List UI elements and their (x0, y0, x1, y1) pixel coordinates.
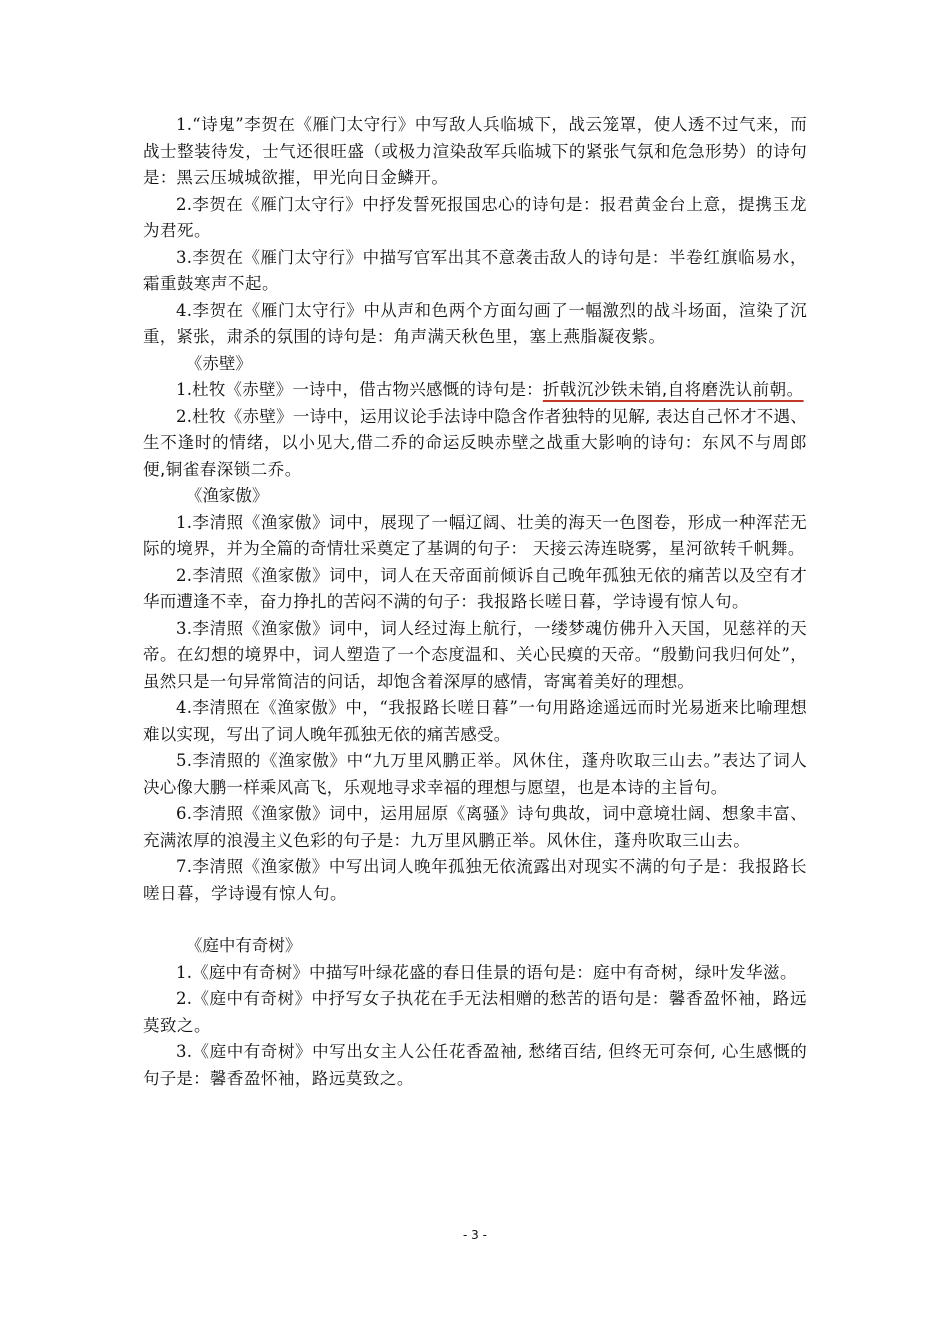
question-paragraph: 2.李清照《渔家傲》词中，词人在天帝面前倾诉自己晚年孤独无依的痛苦以及空有才华而遭逢不幸，奋力挣扎的苦闷不满的句子：我报路长嗟日暮，学诗谩有惊人句。 (143, 565, 807, 611)
question-paragraph: 3.李贺在《雁门太守行》中描写官军出其不意袭击敌人的诗句是：半卷红旗临易水，霜重鼓寒声不起。 (143, 247, 807, 293)
answer-text: 角声满天秋色里，塞上燕脂凝夜紫。 (393, 327, 666, 346)
answer-text: 馨香盈怀袖，路远莫致之。 (143, 989, 807, 1035)
section-spacer (143, 907, 807, 933)
page-number: - 3 - (463, 1228, 487, 1242)
question-paragraph: 3.《庭中有奇树》中写出女主人公任花香盈袖, 愁绪百结, 但终无可奈何, 心生感慨的句子是：馨香盈怀袖，路远莫致之。 (143, 1042, 807, 1088)
answer-text: 半卷红旗临易水，霜重鼓寒声不起。 (143, 247, 807, 293)
question-paragraph: 7.李清照《渔家傲》中写出词人晚年孤独无依流露出对现实不满的句子是：我报路长嗟日暮，学诗谩有惊人句。 (143, 857, 808, 903)
question-paragraph: 2.《庭中有奇树》中抒写女子执花在手无法相赠的愁苦的语句是：馨香盈怀袖，路远莫致之。 (143, 989, 807, 1035)
answer-text: 馨香盈怀袖，路远莫致之。 (209, 1068, 414, 1088)
question-paragraph: 6.李清照《渔家傲》词中，运用屈原《离骚》诗句典故，词中意境壮阔、想象丰富、充满浓厚的浪漫主义色彩的句子是：九万里风鹏正举。风休住，蓬舟吹取三山去。 (143, 804, 807, 850)
answer-text: 报君黄金台上意，提携玉龙为君死。 (143, 194, 807, 240)
section-title-yujia: 《渔家傲》 (185, 486, 269, 505)
answer-text: 东风不与周郎便,铜雀春深锁二乔。 (143, 433, 807, 479)
question-paragraph: 1.《庭中有奇树》中描写叶绿花盛的春日佳景的语句是：庭中有奇树，绿叶发华滋。 (176, 962, 797, 982)
answer-text: 天接云涛连晓雾，星河欲转千帆舞。 (527, 539, 805, 558)
question-paragraph: 1.“诗鬼”李贺在《雁门太守行》中写敌人兵临城下，战云笼罩，使人透不过气来，而战士整装待发，士气还很旺盛（或极力渲染敌军兵临城下的紧张气氛和危急形势）的诗句是：黑云压城城欲摧，甲光向日金鳞开。 (143, 115, 807, 187)
question-paragraph: 2.杜牧《赤壁》一诗中，运用议论手法诗中隐含作者独特的见解, 表达自己怀才不遇、生不逢时的情绪，以小见大,借二乔的命运反映赤壁之战重大影响的诗句：东风不与周郎便,铜雀春深锁二乔。 (143, 406, 807, 479)
answer-text: 九万里风鹏正举。风休住，蓬舟吹取三山去。 (372, 751, 713, 770)
answer-text: 庭中有奇树，绿叶发华滋。 (592, 962, 797, 982)
answer-text: 我报路长嗟日暮 (388, 698, 510, 717)
question-paragraph: 1.杜牧《赤壁》一诗中，借古物兴感慨的诗句是：折戟沉沙铁未销,自将磨洗认前朝。 (176, 380, 804, 399)
underlined-answer-text: 折戟沉沙铁未销,自将磨洗认前朝。 (542, 380, 804, 399)
answer-text: 黑云压城城欲摧，甲光向日金鳞开。 (176, 168, 449, 187)
answer-text: 我报路长嗟日暮，学诗谩有惊人句。 (477, 592, 749, 611)
section-title-chibi: 《赤壁》 (185, 353, 252, 373)
question-paragraph: 5.李清照的《渔家傲》中“九万里风鹏正举。风休住，蓬舟吹取三山去。”表达了词人决心像大鹏一样乘风高飞，乐观地寻求幸福的理想与愿望，也是本诗的主旨句。 (143, 751, 808, 797)
answer-text: 我报路长嗟日暮，学诗谩有惊人句。 (143, 857, 808, 903)
question-paragraph: 3.李清照《渔家傲》词中，词人经过海上航行，一缕梦魂仿佛升入天国，见慈祥的天帝。在幻想的境界中，词人塑造了一个态度温和、关心民瘼的天帝。“殷勤问我归何处”，虽然只是一句异常简洁的问话，却饱含着深厚的感情，寄寓着美好的理想。 (143, 618, 807, 691)
answer-text: 九万里风鹏正举。风休住，蓬舟吹取三山去。 (410, 830, 751, 850)
answer-text: 殷勤问我归何处 (660, 645, 782, 664)
question-paragraph: 2.李贺在《雁门太守行》中抒发誓死报国忠心的诗句是：报君黄金台上意，提携玉龙为君死。 (143, 194, 807, 240)
question-paragraph: 1.李清照《渔家傲》词中，展现了一幅辽阔、壮美的海天一色图卷，形成一种浑茫无际的境界，并为全篇的奇情壮采奠定了基调的句子： 天接云涛连晓雾，星河欲转千帆舞。 (143, 512, 807, 558)
section-title-tingzhong: 《庭中有奇树》 (185, 936, 302, 955)
question-paragraph: 4.李贺在《雁门太守行》中从声和色两个方面勾画了一幅激烈的战斗场面，渲染了沉重，紧张，肃杀的氛围的诗句是：角声满天秋色里，塞上燕脂凝夜紫。 (143, 300, 807, 346)
question-paragraph: 4.李清照在《渔家傲》中，“我报路长嗟日暮”一句用路途遥远而时光易逝来比喻理想难以实现，写出了词人晚年孤独无依的痛苦感受。 (143, 698, 807, 744)
